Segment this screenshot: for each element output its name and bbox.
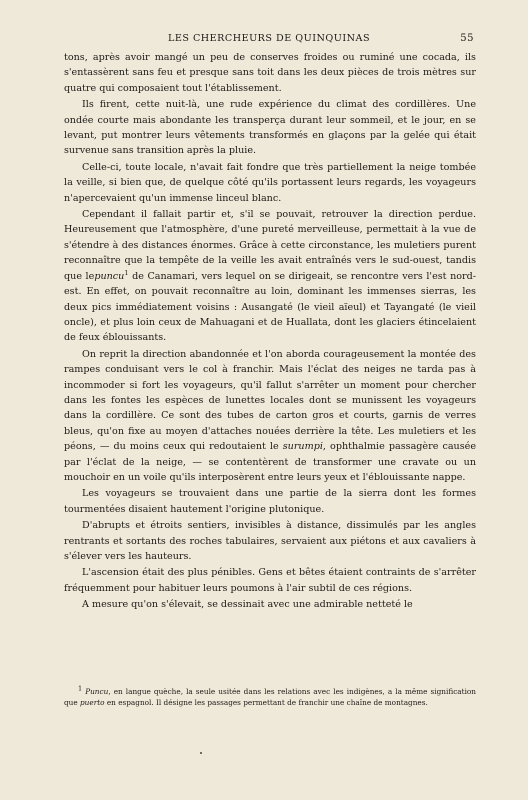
paragraph: Celle-ci, toute locale, n'avait fait fondre que très partiellement la neige tombée la veille, si bien que, de quelque côté qu'ils portassent leurs regards, les voyageurs n'apercevaient qu'un immense linceul blanc. xyxy=(64,161,476,204)
running-header xyxy=(64,33,474,47)
footnote-text: , en langue quèche, la seule usitée dans les relations avec les indigènes, a la même signification que xyxy=(64,687,476,707)
footnote-term: Puncu xyxy=(85,687,109,696)
italic-term: puncu xyxy=(94,270,125,282)
running-title: LES CHERCHEURS DE QUINQUINAS xyxy=(167,33,371,44)
paragraph: Ils firent, cette nuit-là, une rude expérience du climat des cordillères. Une ondée courte mais abondante les transperça durant leur sommeil, et le jour, en se levant, put montrer leurs vêtements transformés en glaçons par la gelée qui était survenue sans transition après la pluie. xyxy=(64,99,476,157)
text-run: , ophthalmie passagère causée par l'éclat de la neige, — se contentèrent de transformer une cravate ou un mouchoir en un voile qu'ils interposèrent entre leurs yeux et l'éblouissante nappe. xyxy=(64,441,476,483)
text-run: de Canamari, vers lequel on se dirigeait, se rencontre vers l'est nord-est. En effet, on pouvait reconnaître au loin, dominant les immenses sierras, les deux pics immédiatement voisins : Ausangaté (le vieil aïeul) et Tayangaté (le vieil oncle), et plus loin ceux de Mahuagani et de Huallata, dont les glaciers étincelaient de feux éblouissants. xyxy=(64,270,476,344)
paragraph xyxy=(64,347,476,486)
paragraph: Les voyageurs se trouvaient dans une partie de la sierra dont les formes tourmentées disaient hautement l'origine plutonique. xyxy=(64,488,476,515)
footnote-term: puerto xyxy=(80,697,105,707)
footnote-text: en espagnol. Il désigne les passages permettant de franchir une chaîne de montagnes. xyxy=(104,697,428,707)
paragraph-with-footnote-ref xyxy=(64,207,476,346)
footnote-reference: 1 xyxy=(124,268,129,277)
footnotes xyxy=(64,684,476,708)
print-speck xyxy=(200,752,202,754)
body-text xyxy=(64,50,476,614)
paragraph: L'ascension était des plus pénibles. Gens et bêtes étaient contraints de s'arrêter fréquemment pour habituer leurs poumons à l'air subtil de ces régions. xyxy=(64,567,476,594)
paragraph: A mesure qu'on s'élevait, se dessinait avec une admirable netteté le xyxy=(82,599,413,611)
text-run: On reprit la direction abandonnée et l'on aborda courageusement la montée des rampes conduisant vers le col à franchir. Mais l'éclat des neiges ne tarda pas à incommoder si fort les voyageurs, qu'il fallut s'arrêter un moment pour chercher dans les fontes les espèces de lunettes locales dont se munissent les voyageurs dans la cordillère. Ce sont des tubes de carton gros et courts, garnis de verres bleus, qu'on fixe au moyen d'attaches nouées derrière la tête. Les muletiers et les péons, — du moins ceux qui redoutaient le xyxy=(64,348,476,453)
italic-term: surumpi xyxy=(282,441,323,453)
footnote xyxy=(64,684,476,708)
page-number: 55 xyxy=(460,33,474,44)
paragraph-continued: tons, après avoir mangé un peu de conserves froides ou ruminé une cocada, ils s'entassèrent sans feu et presque sans toit dans les deux pièces de trois mètres sur quatre qui composaient tout l'établissement. xyxy=(64,52,476,94)
paragraph: D'abrupts et étroits sentiers, invisibles à distance, dissimulés par les angles rentrants et sortants des roches tabulaires, servaient aux piétons et aux cavaliers à s'élever vers les hauteurs. xyxy=(64,520,476,562)
footnote-marker: 1 xyxy=(78,684,83,693)
text-run: Cependant il fallait partir et, s'il se pouvait, retrouver la direction perdue. Heureusement que l'atmosphère, d'une pureté merveilleuse, permettait à la vue de s'étendre à des distances énormes. Grâce à cette circonstance, les muletiers purent reconnaître que la tempête de la veille les avait entraînés vers le sud-ouest, tandis que le xyxy=(64,209,476,282)
